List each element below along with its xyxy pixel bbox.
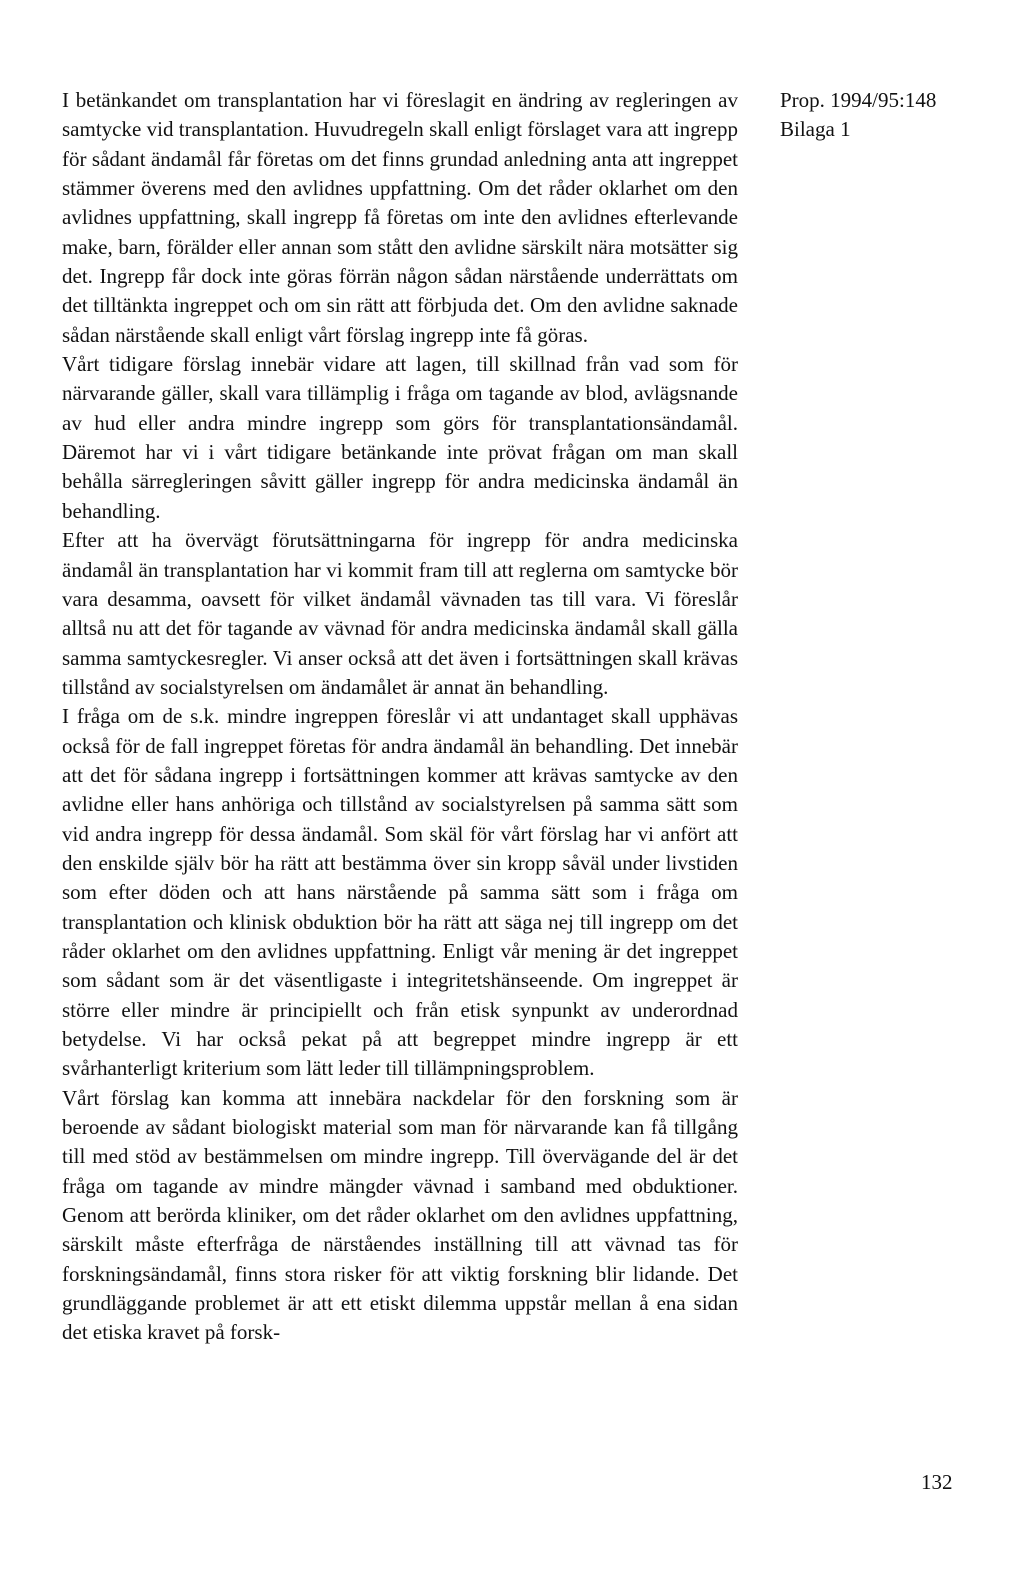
paragraph-1: I betänkandet om transplantation har vi föreslagit en ändring av regleringen av samtycke vid transplantation. Huvudregeln skall enligt förslaget vara att ingrepp för sådant ändamål får företas om det finns grundad anledning anta att ingreppet stämmer överens med den avlidnes uppfattning. Om det råder oklarhet om den avlidnes uppfattning, skall ingrepp få företas om inte den avlidnes efterlevande make, barn, förälder eller annan som stått den avlidne särskilt nära motsätter sig det. Ingrepp får dock inte göras förrän någon sådan närstående underrättats om det tilltänkta ingreppet och om sin rätt att förbjuda det. Om den avlidne saknade sådan närstående skall enligt vårt förslag ingrepp inte få göras. — [62, 88, 738, 347]
paragraph-4: I fråga om de s.k. mindre ingreppen föreslår vi att undantaget skall upphävas också för de fall ingreppet företas för andra ändamål än behandling. Det innebär att det för sådana ingrepp i fortsättningen kommer att krävas samtycke av den avlidne eller hans anhöriga och tillstånd av socialstyrelsen på samma sätt som vid andra ingrepp för dessa ändamål. Som skäl för vårt förslag har vi anfört att den enskilde själv bör ha rätt att bestämma över sin kropp såväl under livstiden som efter döden och att hans närstående på samma sätt som i fråga om transplantation och klinisk obduktion bör ha rätt att säga nej till ingrepp om det råder oklarhet om den avlidnes uppfattning. Enligt vår mening är det ingreppet som sådant som är det väsentligaste i integritetshänseende. Om ingreppet är större eller mindre är principiellt och från etisk synpunkt av underordnad betydelse. Vi har också pekat på att begreppet mindre ingrepp är ett svårhanterligt kriterium som lätt leder till tillämpningsproblem. — [62, 704, 738, 1081]
appendix-label: Bilaga 1 — [780, 117, 851, 142]
page-number: 132 — [921, 1470, 953, 1494]
body-text — [62, 86, 738, 1348]
paragraph-3: Efter att ha övervägt förutsättningarna för ingrepp för andra medicinska ändamål än transplantation har vi kommit fram till att reglerna om samtycke bör vara desamma, oavsett för vilket ändamål vävnaden tas till vara. Vi föreslår alltså nu att det för tagande av vävnad för andra medicinska ändamål skall gälla samma samtyckesregler. Vi anser också att det även i fortsättningen skall krävas tillstånd av socialstyrelsen om ändamålet är annat än behandling. — [62, 528, 738, 699]
paragraph-2: Vårt tidigare förslag innebär vidare att lagen, till skillnad från vad som för närvarande gäller, skall vara tillämplig i fråga om tagande av blod, avlägsnande av hud eller andra mindre ingrepp som görs för transplantationsändamål. Däremot har vi i vårt tidigare betänkande inte prövat frågan om man skall behålla särregleringen såvitt gäller ingrepp för andra medicinska ändamål än behandling. — [62, 352, 738, 523]
prop-reference: Prop. 1994/95:148 — [780, 88, 937, 112]
margin-header — [780, 86, 1000, 145]
paragraph-5: Vårt förslag kan komma att innebära nackdelar för den forskning som är beroende av sådant biologiskt material som man för närvarande kan få tillgång till med stöd av bestämmelsen om mindre ingrepp. Till övervägande del är det fråga om tagande av mindre mängder vävnad i samband med obduktioner. Genom att berörda kliniker, om det råder oklarhet om den avlidnes uppfattning, särskilt måste efterfråga de närståendes inställning till att vävnad tas för forskningsändamål, finns stora risker för att viktig forskning blir lidande. Det grundläggande problemet är att ett etiskt dilemma uppstår mellan å ena sidan det etiska kravet på forsk- — [62, 1085, 738, 1345]
